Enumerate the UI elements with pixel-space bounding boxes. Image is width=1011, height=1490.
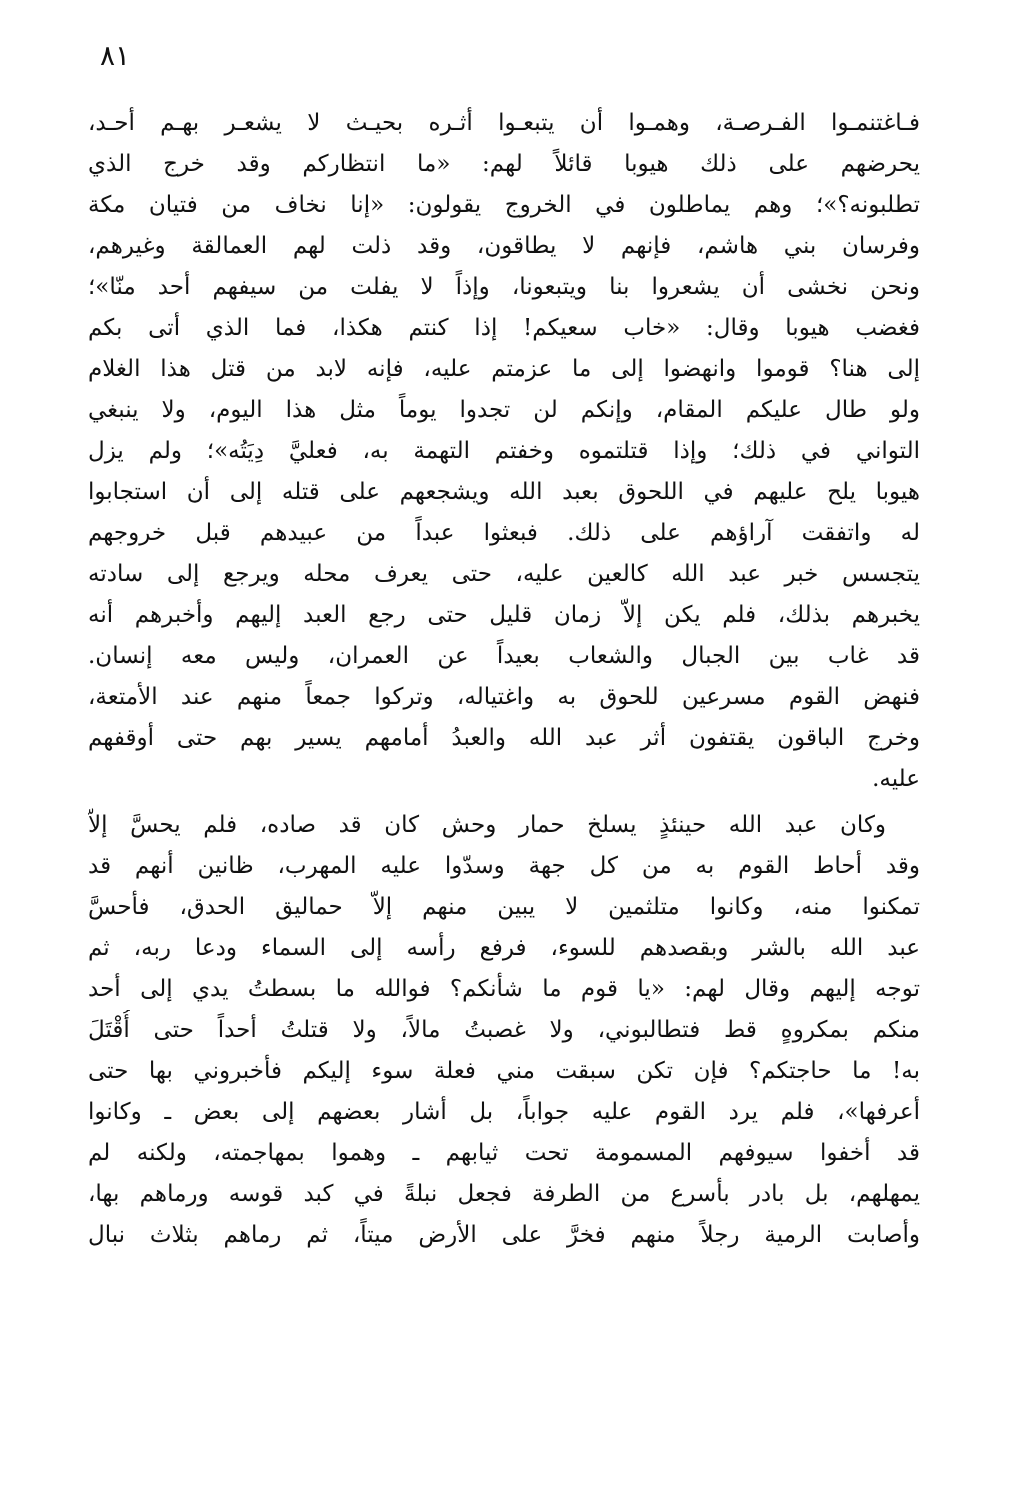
text-line: يمهلهم، بل بادر بأسرع من الطرفة فجعل نبلةً في كبد قوسه ورماهم بها،	[88, 1181, 920, 1207]
text-line: عليه.	[872, 766, 920, 792]
text-line: فـاغتنمـوا الفـرصـة، وهمـوا أن يتبعـوا أثـره بحيـث لا يشعـر بهـم أحـد،	[88, 110, 920, 136]
text-line: التواني في ذلك؛ وإذا قتلتموه وخفتم التهمة به، فعليَّ دِيَتُه»؛ ولم يزل	[88, 438, 920, 464]
text-line: وفرسان بني هاشم، فإنهم لا يطاقون، وقد ذلت لهم العمالقة وغيرهم،	[88, 233, 920, 259]
text-line: إلى هنا؟ قوموا وانهضوا إلى ما عزمتم عليه، فإنه لابد من قتل هذا الغلام	[88, 356, 920, 382]
text-line: يحرضهم على ذلك هيوبا قائلاً لهم: «ما انتظاركم وقد خرج الذي	[88, 151, 920, 177]
text-line: أعرفها»، فلم يرد القوم عليه جواباً، بل أشار بعضهم إلى بعض ـ وكانوا	[88, 1099, 920, 1125]
text-line: هيوبا يلح عليهم في اللحوق بعبد الله ويشجعهم على قتله إلى أن استجابوا	[88, 479, 920, 505]
text-line: تمكنوا منه، وكانوا متلثمين لا يبين منهم إلاّ حماليق الحدق، فأحسَّ	[88, 894, 920, 920]
text-line: وكان عبد الله حينئذٍ يسلخ حمار وحش كان قد صاده، فلم يحسَّ إلاّ	[88, 812, 886, 838]
text-line: وخرج الباقون يقتفون أثر عبد الله والعبدُ أمامهم يسير بهم حتى أوقفهم	[88, 725, 920, 751]
text-line: ونحن نخشى أن يشعروا بنا ويتبعونا، وإذاً لا يفلت من سيفهم أحد منّا»؛	[88, 274, 920, 300]
text-line: قد غاب بين الجبال والشعاب بعيداً عن العمران، وليس معه إنسان.	[88, 643, 920, 669]
text-line: توجه إليهم وقال لهم: «يا قوم ما شأنكم؟ فوالله ما بسطتُ يدي إلى أحد	[88, 976, 920, 1002]
text-line: فغضب هيوبا وقال: «خاب سعيكم! إذا كنتم هكذا، فما الذي أتى بكم	[88, 315, 920, 341]
text-line: ولو طال عليكم المقام، وإنكم لن تجدوا يوماً مثل هذا اليوم، ولا ينبغي	[88, 397, 920, 423]
text-line: وأصابت الرمية رجلاً منهم فخرَّ على الأرض ميتاً، ثم رماهم بثلاث نبال	[88, 1222, 920, 1248]
text-line: يخبرهم بذلك، فلم يكن إلاّ زمان قليل حتى رجع العبد إليهم وأخبرهم أنه	[88, 602, 920, 628]
text-line: فنهض القوم مسرعين للحوق به واغتياله، وتركوا جمعاً منهم عند الأمتعة،	[88, 684, 920, 710]
text-line: عبد الله بالشر وبقصدهم للسوء، فرفع رأسه إلى السماء ودعا ربه، ثم	[88, 935, 920, 961]
text-line: له واتفقت آراؤهم على ذلك. فبعثوا عبداً من عبيدهم قبل خروجهم	[88, 520, 920, 546]
text-line: به! ما حاجتكم؟ فإن تكن سبقت مني فعلة سوء إليكم فأخبروني بها حتى	[88, 1058, 920, 1084]
page-number: ٨١	[100, 39, 131, 72]
body-text	[88, 103, 920, 1256]
text-line: تطلبونه؟»؛ وهم يماطلون في الخروج يقولون: «إنا نخاف من فتيان مكة	[88, 192, 920, 218]
paragraph-2	[88, 805, 920, 1256]
paragraph-1	[88, 103, 920, 800]
text-line: يتجسس خبر عبد الله كالعين عليه، حتى يعرف محله ويرجع إلى سادته	[88, 561, 920, 587]
text-line: منكم بمكروهٍ قط فتطالبوني، ولا غصبتُ مالاً، ولا قتلتُ أحداً حتى أُقْتَلَ	[88, 1017, 920, 1043]
text-line: قد أخفوا سيوفهم المسمومة تحت ثيابهم ـ وهموا بمهاجمته، ولكنه لم	[88, 1140, 920, 1166]
text-line: وقد أحاط القوم به من كل جهة وسدّوا عليه المهرب، ظانين أنهم قد	[88, 853, 920, 879]
